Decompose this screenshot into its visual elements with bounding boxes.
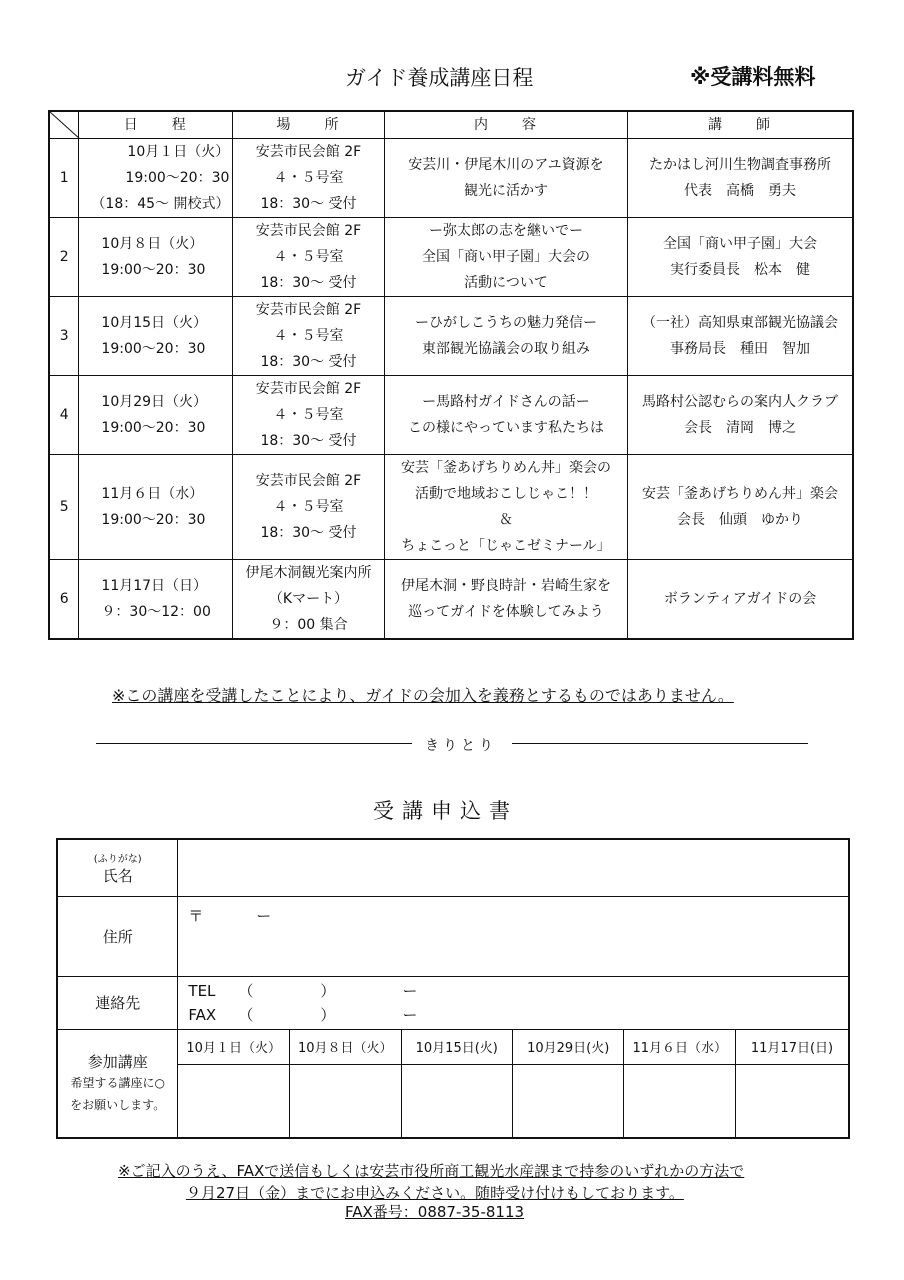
place-line: ４・５号室 (273, 407, 344, 423)
lecturer-cell (628, 376, 853, 455)
footer-note (118, 1160, 744, 1204)
furigana-label: (ふりがな) (93, 853, 142, 865)
content-line: 巡ってガイドを体験してみよう (408, 604, 604, 620)
row-number (49, 560, 79, 640)
row-number-text: 3 (59, 328, 69, 344)
course-date-5: 11月６日（水） (624, 1029, 736, 1064)
row-number (49, 139, 79, 218)
course-check-2[interactable] (289, 1064, 401, 1138)
course-check-4[interactable] (512, 1064, 623, 1138)
schedule-header-row (49, 111, 853, 139)
place-line: （Kマート） (268, 591, 349, 607)
time-text: 19:00～20：30 (101, 512, 206, 528)
place-cell (233, 218, 385, 297)
place-line: 18：30～ 受付 (260, 275, 357, 291)
course-hint-1: 希望する講座に○ (70, 1075, 165, 1090)
tel-paren-close: ） (320, 981, 336, 1000)
content-line: ちょこっと「じゃこゼミナール」 (401, 538, 611, 554)
content-line: この様にやっています私たちは (407, 420, 604, 436)
place-line: 安芸市民会館 2F (255, 473, 362, 489)
form-title: 受講申込書 (373, 799, 518, 823)
disclaimer-note: ※この講座を受講したことにより、ガイドの会加入を義務とするものではありません。 (112, 686, 734, 705)
content-line: ー弥太郎の志を継いでー (428, 223, 583, 239)
lecturer-line: 事務局長 種田 智加 (670, 341, 811, 357)
place-line: ４・５号室 (273, 170, 344, 186)
content-line: 活動について (464, 275, 548, 291)
schedule-row (49, 139, 853, 218)
tel-label: TEL (188, 981, 216, 1000)
content-line: ＆ (498, 512, 513, 528)
lecturer-line: （一社）高知県東部観光協議会 (642, 315, 839, 331)
place-line: ４・５号室 (273, 249, 344, 265)
content-line: 安芸「釜あげちりめん丼」楽会の (400, 460, 611, 476)
place-line: 安芸市民会館 2F (255, 381, 362, 397)
content-cell (384, 218, 627, 297)
content-line: ー馬路村ガイドさんの話ー (422, 394, 590, 410)
content-line: 活動で地域おこしじゃこ！！ (414, 486, 597, 502)
date-cell (79, 560, 233, 640)
course-check-3[interactable] (401, 1064, 512, 1138)
header-lecturer: 講 師 (628, 111, 853, 139)
fax-paren-open: （ (238, 1005, 254, 1024)
course-date-3: 10月15日(火) (401, 1029, 512, 1064)
place-line: 安芸市民会館 2F (255, 302, 362, 318)
contact-label: 連絡先 (57, 976, 178, 1029)
diagonal-header-cell (49, 111, 79, 139)
row-number (49, 297, 79, 376)
footer-line-1: ※ご記入のうえ、FAXで送信もしくは安芸市役所商工観光水産課まで持参のいずれかの方法で (118, 1162, 745, 1180)
header-place: 場 所 (233, 111, 385, 139)
address-label: 住所 (57, 896, 178, 976)
schedule-table (48, 110, 854, 640)
lecturer-line: たかはし河川生物調査事務所 (649, 157, 832, 173)
content-line: 観光に活かす (463, 183, 548, 199)
date-cell (79, 218, 233, 297)
place-cell (233, 376, 385, 455)
content-line: 安芸川・伊尾木川のアユ資源を (408, 157, 604, 173)
fax-dash: ー (402, 1005, 418, 1024)
diagonal-line (50, 112, 80, 139)
place-line: ９：00 集合 (269, 617, 348, 633)
form-row-address (57, 896, 849, 976)
lecturer-line: 全国「商い甲子園」大会 (663, 236, 818, 252)
date-text: 10月１日（火） (127, 144, 230, 160)
place-line: 18：30～ 受付 (260, 354, 357, 370)
schedule-row (49, 455, 853, 560)
place-line: 18：30～ 受付 (260, 196, 357, 212)
cut-line-left (96, 743, 412, 744)
application-form (56, 838, 850, 1139)
schedule-row (49, 297, 853, 376)
place-cell (233, 297, 385, 376)
fee-note: ※受講料無料 (690, 65, 816, 89)
course-date-4: 10月29日(火) (512, 1029, 623, 1064)
schedule-row (49, 376, 853, 455)
course-hint-2: をお願いします。 (70, 1097, 166, 1112)
date-text: 11月６日（水） (101, 486, 204, 502)
address-field[interactable] (178, 896, 849, 976)
schedule-row (49, 218, 853, 297)
name-label: 氏名 (102, 866, 133, 885)
content-cell (384, 560, 627, 640)
cut-line-right (512, 743, 808, 744)
date-cell (79, 376, 233, 455)
row-number-text: 6 (59, 591, 69, 607)
fax-paren-close: ） (320, 1005, 336, 1024)
date-cell (79, 139, 233, 218)
content-line: 全国「商い甲子園」大会の (421, 249, 590, 265)
place-line: ４・５号室 (273, 328, 344, 344)
tel-line[interactable] (188, 979, 848, 1003)
header-date: 日 程 (79, 111, 233, 139)
lecturer-cell (628, 297, 853, 376)
content-cell (384, 297, 627, 376)
date-text: 10月15日（火） (101, 315, 208, 331)
place-cell (233, 139, 385, 218)
row-number (49, 218, 79, 297)
place-line: 18：30～ 受付 (260, 525, 357, 541)
fax-number: FAX番号：0887-35-8113 (345, 1203, 525, 1221)
course-check-5[interactable] (624, 1064, 736, 1138)
lecturer-line: 実行委員長 松本 健 (670, 262, 811, 278)
date-text: 10月８日（火） (101, 236, 204, 252)
contact-field[interactable] (178, 976, 849, 1029)
form-row-contact (57, 976, 849, 1029)
row-number (49, 376, 79, 455)
lecturer-cell (628, 455, 853, 560)
lecturer-line: 代表 高橋 勇夫 (684, 183, 797, 199)
time-text: ９：30～12：00 (101, 604, 211, 620)
page-title: ガイド養成講座日程 (345, 66, 534, 90)
schedule-row (49, 560, 853, 640)
place-line: 18：30～ 受付 (260, 433, 357, 449)
cut-label: きりとり (425, 738, 497, 754)
name-label-cell (57, 839, 178, 896)
row-number-text: 4 (59, 407, 69, 423)
lecturer-line: 安芸「釜あげちりめん丼」楽会 (642, 486, 839, 502)
content-line: 伊尾木洞・野良時計・岩崎生家を (400, 578, 611, 594)
footer-line-2: ９月27日（金）までにお申込みください。随時受け付けもしております。 (186, 1184, 684, 1202)
time-text: 19:00～20：30 (125, 170, 230, 186)
course-label-cell (57, 1029, 178, 1138)
date-cell (79, 297, 233, 376)
form-row-name (57, 839, 849, 896)
content-cell (384, 376, 627, 455)
place-line: 安芸市民会館 2F (255, 144, 362, 160)
time-text: 19:00～20：30 (101, 420, 206, 436)
lecturer-cell (628, 560, 853, 640)
lecturer-cell (628, 139, 853, 218)
course-date-2: 10月８日（火） (289, 1029, 401, 1064)
lecturer-line: 馬路村公認むらの案内人クラブ (642, 394, 839, 410)
fax-label: FAX (188, 1005, 217, 1024)
course-date-1: 10月１日（火） (178, 1029, 290, 1064)
content-cell (384, 139, 627, 218)
content-line: ーひがしこうちの魅力発信ー (414, 315, 597, 331)
tel-dash: ー (402, 981, 418, 1000)
place-line: 伊尾木洞観光案内所 (245, 565, 372, 581)
extra-text: （18：45～ 開校式） (91, 196, 230, 212)
date-text: 10月29日（火） (101, 394, 208, 410)
tel-paren-open: （ (238, 981, 254, 1000)
course-date-6: 11月17日(日) (736, 1029, 850, 1064)
place-line: ４・５号室 (273, 499, 344, 515)
row-number-text: 1 (59, 170, 69, 186)
lecturer-line: 会長 清岡 博之 (684, 420, 797, 436)
time-text: 19:00～20：30 (101, 341, 206, 357)
fax-line[interactable] (188, 1003, 848, 1027)
course-check-1[interactable] (178, 1064, 290, 1138)
place-cell (233, 455, 385, 560)
date-cell (79, 455, 233, 560)
header-content: 内 容 (384, 111, 627, 139)
postal-dash: ー (256, 906, 272, 925)
content-cell (384, 455, 627, 560)
course-label: 参加講座 (87, 1052, 148, 1071)
lecturer-cell (628, 218, 853, 297)
lecturer-line: 会長 仙頭 ゆかり (677, 512, 804, 528)
time-text: 19:00～20：30 (101, 262, 206, 278)
content-line: 東部観光協議会の取り組み (421, 341, 590, 357)
place-cell (233, 560, 385, 640)
course-check-6[interactable] (736, 1064, 850, 1138)
name-field[interactable] (178, 839, 849, 896)
date-text: 11月17日（日） (101, 578, 208, 594)
row-number-text: 2 (59, 249, 69, 265)
lecturer-line: ボランティアガイドの会 (663, 591, 817, 607)
form-row-course-dates (57, 1029, 849, 1064)
place-line: 安芸市民会館 2F (255, 223, 362, 239)
row-number (49, 455, 79, 560)
row-number-text: 5 (59, 499, 69, 515)
postal-mark: 〒 (188, 906, 204, 925)
